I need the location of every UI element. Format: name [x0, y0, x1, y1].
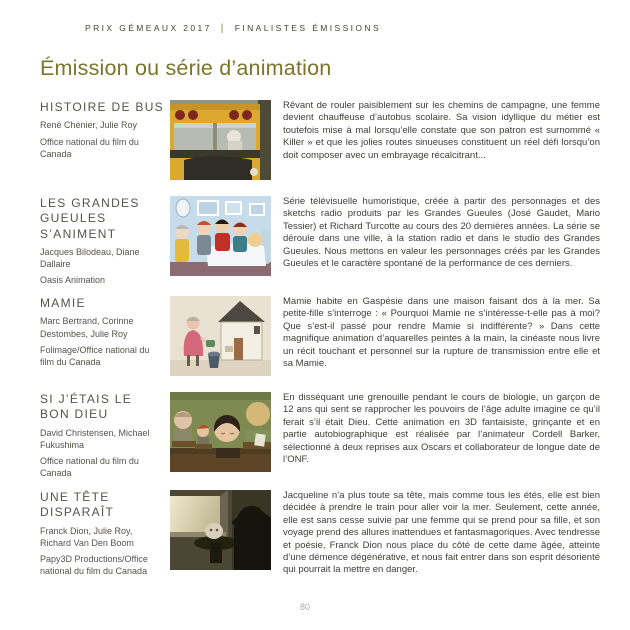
entry-title: HISTOIRE DE BUS: [40, 100, 164, 114]
entry-meta: [40, 392, 170, 483]
entry-description: Série télévisuelle humoristique, créée à partir des personnages et des sketchs radio produits par les Grandes Gueules (José Gaudet, Mario Tessier) et Richard Turcotte au cours des 20 dernières années. La série se déroule dans une ville, à la station radio et dans le studio des Grandes Gueules. Nous mettons en valeur les personnages créés par les Grandes Gueules et le caractère spontané de la performance de ces derniers.: [283, 196, 600, 270]
entry-mamie: [40, 296, 600, 392]
entry-meta: [40, 196, 170, 291]
entry-organization: Office national du film du Canada: [40, 456, 139, 479]
cartoon-room-thumbnail: [170, 196, 271, 276]
entry-si-jetais-le-bon-dieu: [40, 392, 600, 490]
entry-credits: Marc Bertrand, Corinne Destombes, Julie Roy: [40, 316, 134, 339]
entry-title: MAMIE: [40, 296, 86, 310]
train-interior-thumbnail: [170, 490, 271, 570]
header-left-label: PRIX GÉMEAUX 2017: [85, 23, 212, 33]
entry-les-grandes-gueules-saniment: [40, 196, 600, 296]
entry-credits: David Christensen, Michael Fukushima: [40, 427, 150, 450]
entry-organization: Office national du film du Canada: [40, 136, 139, 159]
classroom-thumbnail: [170, 392, 271, 472]
finalist-entries: [40, 100, 600, 608]
page-header: [85, 23, 381, 34]
watercolor-grandma-thumbnail: [170, 296, 271, 376]
entry-meta: [40, 296, 170, 372]
entry-description: En disséquant une grenouille pendant le cours de biologie, un garçon de 12 ans qui sent se rapprocher les pouvoirs de l’âge adulte imagine ce qu’il ferait s’il était Dieu. Cette animation en 3D fantaisiste, grinçante et en partie autobiographique est réalisée par l’animateur Cordell Barker, sélectionné à deux reprises aux Oscars et collaborateur de longue date de l’ONF.: [283, 392, 600, 466]
entry-credits: Franck Dion, Julie Roy, Richard Van Den Boom: [40, 525, 134, 548]
entry-histoire-de-bus: [40, 100, 600, 196]
entry-credits: René Chénier, Julie Roy: [40, 120, 138, 131]
entry-title: SI J’ÉTAIS LE BON DIEU: [40, 392, 133, 422]
entry-title: LES GRANDES GUEULES S’ANIMENT: [40, 196, 140, 241]
header-right-label: FINALISTES ÉMISSIONS: [234, 23, 382, 33]
entry-title: UNE TÊTE DISPARAÎT: [40, 490, 115, 520]
entry-organization: Oasis Animation: [40, 275, 106, 286]
entry-description: Jacqueline n’a plus toute sa tête, mais comme tous les étés, elle est bien décidée à prendre le train pour aller voir la mer. Seulement, cette année, elle est sans cesse suivie par une femme qui se prend pour sa fille, et son voyage prend des allures inattendues et fantasmagoriques. Avec tendresse et poésie, Franck Dion nous place du côté de cette dame âgée, atteinte d’une démence dégénérative, et nous fait entrer dans son esprit désorienté qui pourrait la mettre en danger.: [283, 490, 600, 576]
entry-organization: Papy3D Productions/Office national du film du Canada: [40, 554, 148, 577]
entry-credits: Jacques Bilodeau, Diane Dallaire: [40, 247, 140, 270]
entry-description: Mamie habite en Gaspésie dans une maison faisant dos à la mer. Sa petite-fille s’interroge : « Pourquoi Mamie ne s’intéresse-t-elle pas à moi? Que s’est-il passé pour rendre Mamie si indifférente? » Dans cette magnifique animation d’aquarelles peintes à la main, la cinéaste nous livre un récit touchant et personnel sur la rupture de transmission entre elle et sa Mamie.: [283, 296, 600, 370]
header-divider: |: [220, 23, 226, 34]
entry-description: Rêvant de rouler paisiblement sur les chemins de campagne, une femme devient chauffeuse d’autobus scolaire. Sa vision idyllique du métier est toutefois mise à mal lorsqu’elle constate que son patron est surnommé « Killer » et que les jolies routes sinueuses constituent un réel défi lorsqu’on doit composer avec un embrayage récalcitrant...: [283, 100, 600, 161]
page-number: 80: [299, 602, 310, 612]
page-title: Émission ou série d’animation: [40, 56, 332, 80]
entry-meta: [40, 100, 170, 164]
school-bus-thumbnail: [170, 100, 271, 180]
entry-organization: Folimage/Office national du film du Canada: [40, 344, 150, 367]
entry-une-tete-disparait: [40, 490, 600, 608]
entry-meta: [40, 490, 170, 581]
